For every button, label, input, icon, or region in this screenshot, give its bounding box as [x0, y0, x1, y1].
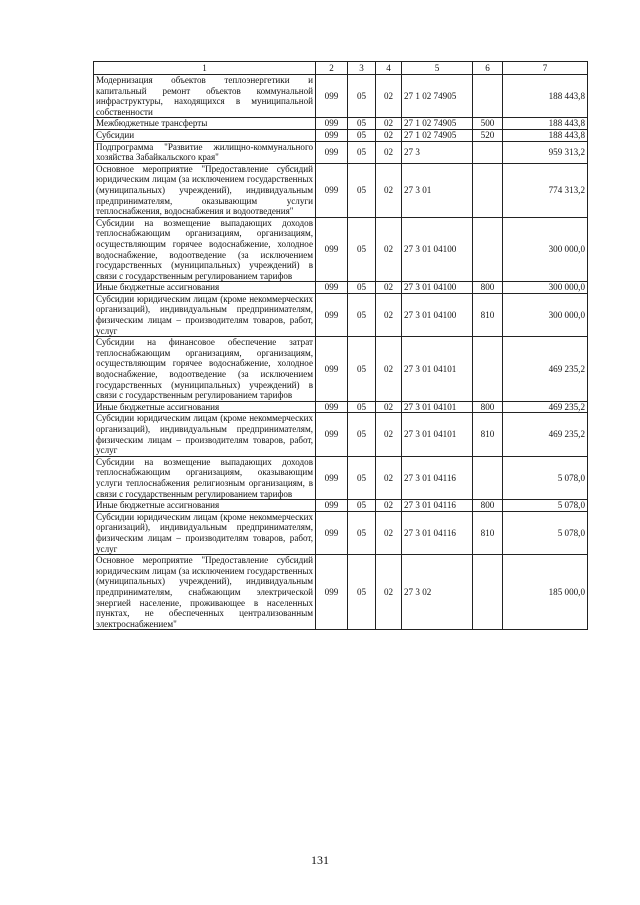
row-description: Основное мероприятие "Предоставление субсидий юридическим лицам (за исключением государственных (муниципальных) учреждений), индивидуальным предпринимателям, снабжающим электрической энергией население, проживающее в населенных пунктах, не обеспеченных централизованным электроснабжением": [94, 555, 316, 630]
administrator-code: 099: [316, 118, 348, 130]
administrator-code: 099: [316, 141, 348, 163]
administrator-code: 099: [316, 511, 348, 554]
table-row: [94, 282, 588, 294]
amount: 469 235,2: [503, 401, 588, 413]
table-row: [94, 118, 588, 130]
administrator-code: 099: [316, 413, 348, 456]
administrator-code: 099: [316, 217, 348, 282]
target-article-code: 27 3 01 04100: [402, 217, 473, 282]
subsection-code: 02: [376, 282, 402, 294]
table-row: [94, 401, 588, 413]
amount: 300 000,0: [503, 217, 588, 282]
table-row: [94, 555, 588, 630]
row-description: Субсидии: [94, 129, 316, 141]
target-article-code: 27 1 02 74905: [402, 75, 473, 118]
amount: 469 235,2: [503, 337, 588, 402]
row-description: Основное мероприятие "Предоставление субсидий юридическим лицам (за исключением государственных (муниципальных) учреждений), индивидуальным предпринимателям, оказывающим услуги теплоснабжения, водоснабжения и водоотведения": [94, 163, 316, 217]
section-code: 05: [348, 337, 376, 402]
subsection-code: 02: [376, 129, 402, 141]
target-article-code: 27 1 02 74905: [402, 129, 473, 141]
administrator-code: 099: [316, 129, 348, 141]
column-header: 7: [503, 62, 588, 75]
section-code: 05: [348, 163, 376, 217]
section-code: 05: [348, 413, 376, 456]
target-article-code: 27 3 01: [402, 163, 473, 217]
section-code: 05: [348, 456, 376, 499]
subsection-code: 02: [376, 163, 402, 217]
expense-type-code: 800: [473, 401, 503, 413]
section-code: 05: [348, 282, 376, 294]
row-description: Субсидии на возмещение выпадающих доходов теплоснабжающим организациям, оказывающим услуги теплоснабжения религиозным организациям, в связи с государственным регулированием тарифов: [94, 456, 316, 499]
column-header: 4: [376, 62, 402, 75]
table-row: [94, 129, 588, 141]
column-header: 3: [348, 62, 376, 75]
expense-type-code: [473, 141, 503, 163]
table-row: [94, 141, 588, 163]
section-code: 05: [348, 511, 376, 554]
administrator-code: 099: [316, 163, 348, 217]
amount: 188 443,8: [503, 118, 588, 130]
expense-type-code: [473, 75, 503, 118]
administrator-code: 099: [316, 293, 348, 336]
expense-type-code: 800: [473, 282, 503, 294]
section-code: 05: [348, 129, 376, 141]
target-article-code: 27 3 01 04101: [402, 413, 473, 456]
expense-type-code: 520: [473, 129, 503, 141]
table-row: [94, 217, 588, 282]
target-article-code: 27 3 01 04116: [402, 511, 473, 554]
target-article-code: 27 1 02 74905: [402, 118, 473, 130]
section-code: 05: [348, 217, 376, 282]
section-code: 05: [348, 293, 376, 336]
section-code: 05: [348, 555, 376, 630]
target-article-code: 27 3 01 04101: [402, 337, 473, 402]
subsection-code: 02: [376, 293, 402, 336]
subsection-code: 02: [376, 337, 402, 402]
amount: 300 000,0: [503, 282, 588, 294]
expense-type-code: 800: [473, 500, 503, 512]
amount: 5 078,0: [503, 500, 588, 512]
row-description: Иные бюджетные ассигнования: [94, 500, 316, 512]
target-article-code: 27 3 02: [402, 555, 473, 630]
table-row: [94, 456, 588, 499]
administrator-code: 099: [316, 75, 348, 118]
row-description: Модернизация объектов теплоэнергетики и капитальный ремонт объектов коммунальной инфраструктуры, находящихся в муниципальной собственности: [94, 75, 316, 118]
administrator-code: 099: [316, 456, 348, 499]
table-row: [94, 500, 588, 512]
row-description: Межбюджетные трансферты: [94, 118, 316, 130]
row-description: Субсидии юридическим лицам (кроме некоммерческих организаций), индивидуальным предпринимателям, физическим лицам – производителям товаров, работ, услуг: [94, 413, 316, 456]
administrator-code: 099: [316, 337, 348, 402]
table-row: [94, 337, 588, 402]
target-article-code: 27 3 01 04100: [402, 282, 473, 294]
table-row: [94, 511, 588, 554]
amount: 188 443,8: [503, 75, 588, 118]
subsection-code: 02: [376, 555, 402, 630]
target-article-code: 27 3 01 04116: [402, 500, 473, 512]
target-article-code: 27 3: [402, 141, 473, 163]
row-description: Субсидии на возмещение выпадающих доходов теплоснабжающим организациям, организациям, осуществляющим горячее водоснабжение, холодное водоснабжение, водоотведение (за исключением государственных (муниципальных) учреждений) в связи с государственным регулированием тарифов: [94, 217, 316, 282]
amount: 185 000,0: [503, 555, 588, 630]
target-article-code: 27 3 01 04100: [402, 293, 473, 336]
column-header: 2: [316, 62, 348, 75]
administrator-code: 099: [316, 500, 348, 512]
target-article-code: 27 3 01 04101: [402, 401, 473, 413]
row-description: Подпрограмма "Развитие жилищно-коммунального хозяйства Забайкальского края": [94, 141, 316, 163]
subsection-code: 02: [376, 413, 402, 456]
expense-type-code: [473, 163, 503, 217]
section-code: 05: [348, 500, 376, 512]
amount: 959 313,2: [503, 141, 588, 163]
subsection-code: 02: [376, 511, 402, 554]
section-code: 05: [348, 75, 376, 118]
subsection-code: 02: [376, 118, 402, 130]
amount: 188 443,8: [503, 129, 588, 141]
table-row: [94, 413, 588, 456]
administrator-code: 099: [316, 555, 348, 630]
expense-type-code: 810: [473, 293, 503, 336]
amount: 774 313,2: [503, 163, 588, 217]
page-number: 131: [311, 853, 329, 867]
subsection-code: 02: [376, 217, 402, 282]
expense-type-code: [473, 217, 503, 282]
row-description: Субсидии юридическим лицам (кроме некоммерческих организаций), индивидуальным предпринимателям, физическим лицам – производителям товаров, работ, услуг: [94, 511, 316, 554]
amount: 5 078,0: [503, 511, 588, 554]
row-description: Иные бюджетные ассигнования: [94, 401, 316, 413]
expense-type-code: [473, 555, 503, 630]
section-code: 05: [348, 118, 376, 130]
expense-type-code: [473, 456, 503, 499]
expense-type-code: 810: [473, 413, 503, 456]
target-article-code: 27 3 01 04116: [402, 456, 473, 499]
subsection-code: 02: [376, 456, 402, 499]
row-description: Субсидии юридическим лицам (кроме некоммерческих организаций), индивидуальным предпринимателям, физическим лицам – производителям товаров, работ, услуг: [94, 293, 316, 336]
subsection-code: 02: [376, 75, 402, 118]
row-description: Иные бюджетные ассигнования: [94, 282, 316, 294]
amount: 5 078,0: [503, 456, 588, 499]
column-header: 6: [473, 62, 503, 75]
table-row: [94, 75, 588, 118]
row-description: Субсидии на финансовое обеспечение затрат теплоснабжающим организациям, организациям, осуществляющим горячее водоснабжение, холодное водоснабжение, водоотведение (за исключением государственных (муниципальных) учреждений) в связи с государственным регулированием тарифов: [94, 337, 316, 402]
administrator-code: 099: [316, 401, 348, 413]
table-header-row: [94, 62, 588, 75]
column-header: 5: [402, 62, 473, 75]
table-body: [94, 75, 588, 630]
table-row: [94, 163, 588, 217]
table-row: [94, 293, 588, 336]
section-code: 05: [348, 141, 376, 163]
subsection-code: 02: [376, 401, 402, 413]
expense-type-code: [473, 337, 503, 402]
column-header: 1: [94, 62, 316, 75]
expense-type-code: 500: [473, 118, 503, 130]
amount: 300 000,0: [503, 293, 588, 336]
subsection-code: 02: [376, 141, 402, 163]
budget-table: [93, 61, 588, 630]
subsection-code: 02: [376, 500, 402, 512]
section-code: 05: [348, 401, 376, 413]
administrator-code: 099: [316, 282, 348, 294]
amount: 469 235,2: [503, 413, 588, 456]
expense-type-code: 810: [473, 511, 503, 554]
